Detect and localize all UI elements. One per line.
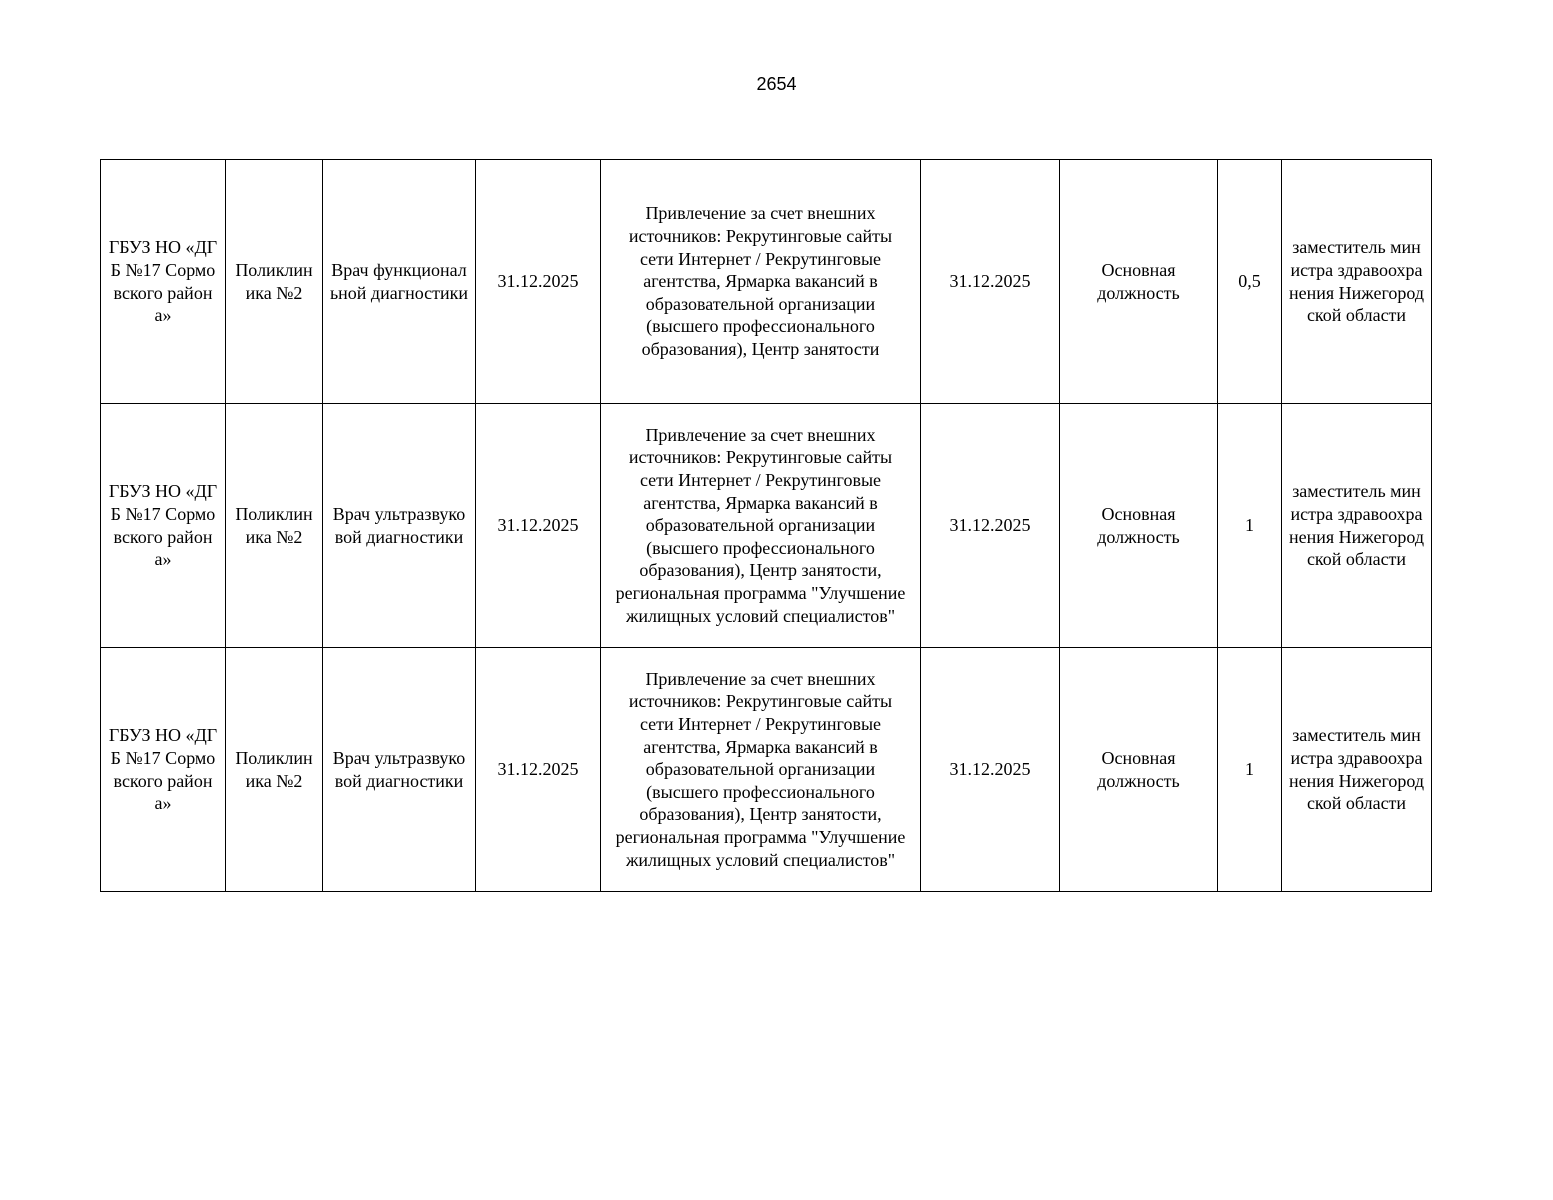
- source-cell: Привлечение за счет внешних источников: Рекрутинговые сайты сети Интернет / Рекрутинговые агентства, Ярмарка вакансий в образовательной организации (высшего профессионального образования), Центр занятости, региональная программа "Улучшение жилищных условий специалистов": [601, 648, 921, 892]
- table-row: [101, 404, 1432, 648]
- unit-cell: Поликлиника №2: [226, 160, 323, 404]
- org-cell: ГБУЗ НО «ДГБ №17 Сормовского района»: [101, 404, 226, 648]
- source-cell: Привлечение за счет внешних источников: Рекрутинговые сайты сети Интернет / Рекрутинговые агентства, Ярмарка вакансий в образовательной организации (высшего профессионального образования), Центр занятости, региональная программа "Улучшение жилищных условий специалистов": [601, 404, 921, 648]
- responsible-cell: заместитель министра здравоохранения Нижегородской области: [1282, 160, 1432, 404]
- org-cell: ГБУЗ НО «ДГБ №17 Сормовского района»: [101, 648, 226, 892]
- deadline-cell: 31.12.2025: [476, 160, 601, 404]
- vacancy-table: [100, 159, 1432, 892]
- page-number: 2654: [756, 74, 797, 94]
- status-cell: Основная должность: [1060, 404, 1218, 648]
- rate-cell: 1: [1218, 648, 1282, 892]
- rate-cell: 1: [1218, 404, 1282, 648]
- unit-cell: Поликлиника №2: [226, 648, 323, 892]
- status-cell: Основная должность: [1060, 160, 1218, 404]
- deadline-cell: 31.12.2025: [476, 648, 601, 892]
- date-cell: 31.12.2025: [921, 648, 1060, 892]
- table-row: [101, 160, 1432, 404]
- position-cell: Врач ультразвуковой диагностики: [323, 648, 476, 892]
- org-cell: ГБУЗ НО «ДГБ №17 Сормовского района»: [101, 160, 226, 404]
- unit-cell: Поликлиника №2: [226, 404, 323, 648]
- date-cell: 31.12.2025: [921, 404, 1060, 648]
- table-row: [101, 648, 1432, 892]
- responsible-cell: заместитель министра здравоохранения Нижегородской области: [1282, 648, 1432, 892]
- responsible-cell: заместитель министра здравоохранения Нижегородской области: [1282, 404, 1432, 648]
- source-cell: Привлечение за счет внешних источников: Рекрутинговые сайты сети Интернет / Рекрутинговые агентства, Ярмарка вакансий в образовательной организации (высшего профессионального образования), Центр занятости: [601, 160, 921, 404]
- date-cell: 31.12.2025: [921, 160, 1060, 404]
- deadline-cell: 31.12.2025: [476, 404, 601, 648]
- position-cell: Врач функциональной диагностики: [323, 160, 476, 404]
- rate-cell: 0,5: [1218, 160, 1282, 404]
- position-cell: Врач ультразвуковой диагностики: [323, 404, 476, 648]
- status-cell: Основная должность: [1060, 648, 1218, 892]
